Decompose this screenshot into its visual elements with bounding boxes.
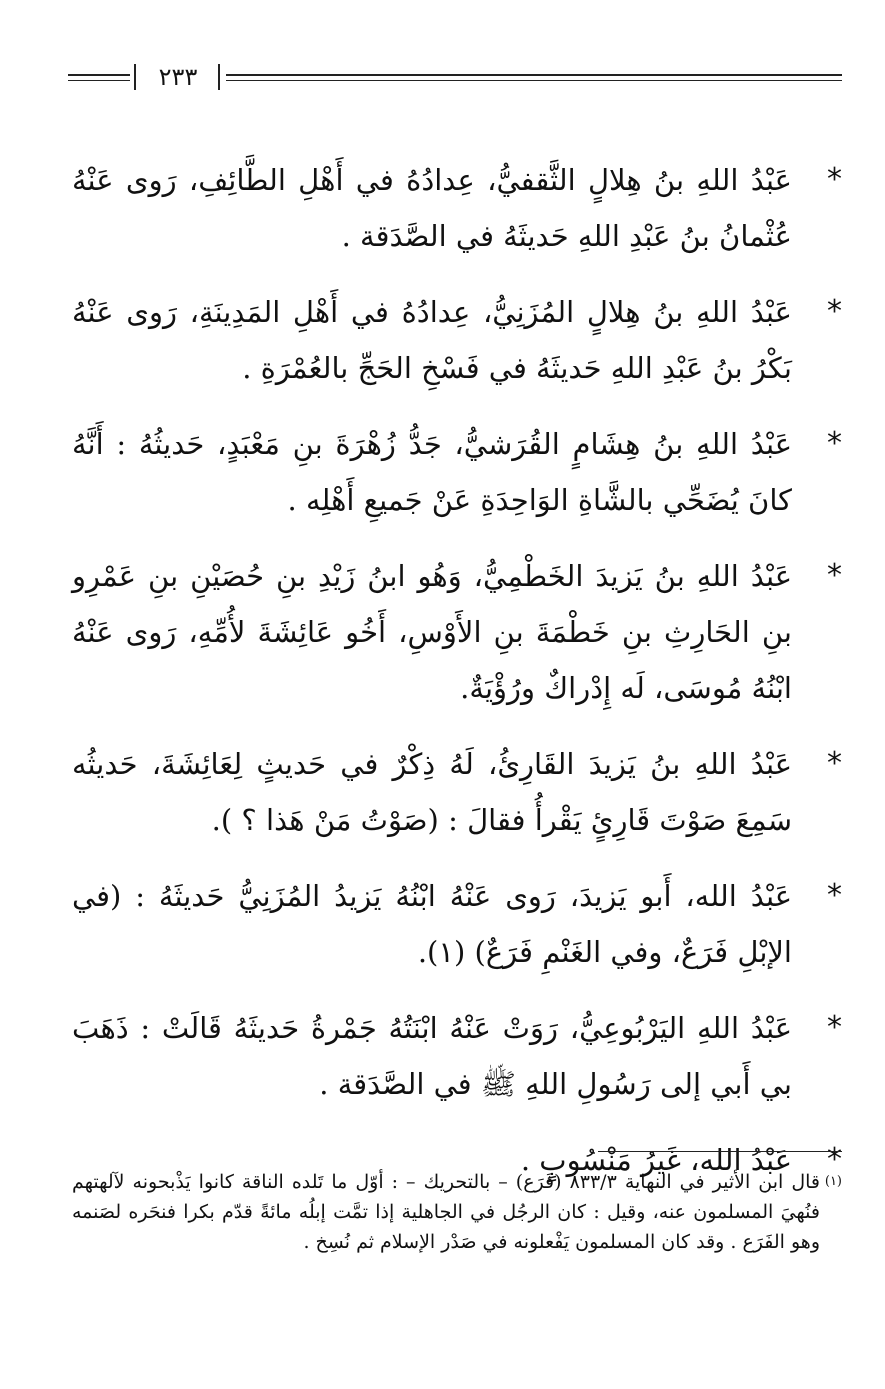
- entry-list: [72, 152, 842, 1208]
- entry: [72, 416, 842, 528]
- entry-text: عَبْدُ اللهِ بنُ يَزيدَ القَارِئُ، لَهُ ذِكْرٌ في حَديثٍ لِعَائِشَةَ، حَديثُه سَمِعَ صَوْتَ قَارِئٍ يَقْرأُ فقالَ : (صَوْتُ مَنْ هَذا ؟ ).: [72, 747, 792, 837]
- entry: [72, 548, 842, 716]
- page-number: ٢٣٣: [158, 63, 198, 91]
- header-rule-right: [226, 74, 842, 81]
- page-header: [68, 60, 842, 94]
- entry: [72, 1000, 842, 1112]
- entry-star-marker: *: [827, 294, 842, 329]
- entry-star-marker: *: [827, 878, 842, 913]
- entry-star-marker: *: [827, 558, 842, 593]
- entry-text: عَبْدُ الله، غَيرُ مَنْسُوبٍ .: [520, 1143, 792, 1177]
- footnote-separator: [598, 1151, 842, 1152]
- header-rule-separator: [218, 64, 220, 90]
- entry: [72, 152, 842, 264]
- entry-star-marker: *: [827, 1142, 842, 1177]
- entry: [72, 736, 842, 848]
- footnote-marker: (١): [824, 1174, 842, 1189]
- entry-star-marker: *: [827, 426, 842, 461]
- entry-star-marker: *: [827, 162, 842, 197]
- entry-text: عَبْدُ الله، أَبو يَزيدَ، رَوى عَنْهُ ابْنُهُ يَزيدُ المُزَنِيُّ حَديثَهُ : (في الإبْلِ فَرَعٌ، وفي الغَنْمِ فَرَعٌ) (١).: [72, 879, 792, 969]
- entry-text: عَبْدُ اللهِ بنُ هِلالٍ الثَّقفيُّ، عِدادُهُ في أَهْلِ الطَّائِفِ، رَوى عَنْهُ عُثْمانُ بنُ عَبْدِ اللهِ حَديثَهُ في الصَّدَقة .: [72, 163, 792, 253]
- entry: [72, 284, 842, 396]
- entry: [72, 868, 842, 980]
- entry-text: عَبْدُ اللهِ بنُ هِلالٍ المُزَنِيُّ، عِدادُهُ في أَهْلِ المَدِينَةِ، رَوى عَنْهُ بَكْرُ بنُ عَبْدِ اللهِ حَديثَهُ في فَسْخِ الحَجِّ بالعُمْرَةِ .: [72, 295, 792, 385]
- entry-star-marker: *: [827, 1010, 842, 1045]
- footnote-text: قال ابن الأثير في النهاية ٨٣٣/٣ (فَرَع) – بالتحريك – : أوّل ما تَلده الناقة كانوا يَذْبحونه لآلهتهم فنُهيَ المسلمون عنه، وقيل : كان الرجُل في الجاهلية إذا تمَّت إبلُه مائةً قدّم بكرا فنحَره لصَنمه وهو الفَرَع . وقد كان المسلمون يَفْعلونه في صَدْر الإسلام ثم نُسِخ .: [72, 1171, 821, 1253]
- entry-star-marker: *: [827, 746, 842, 781]
- entry-text: عَبْدُ اللهِ بنُ هِشَامٍ القُرَشيُّ، جَدُّ زُهْرَةَ بنِ مَعْبَدٍ، حَديثُهُ : أَنَّهُ كانَ يُضَحِّي بالشَّاةِ الوَاحِدَةِ عَنْ جَميعِ أَهْلِه .: [72, 427, 792, 517]
- header-rule-left: [68, 74, 130, 81]
- entry-text: عَبْدُ اللهِ بنُ يَزيدَ الخَطْمِيُّ، وَهُو ابنُ زَيْدِ بنِ حُصَيْنِ بنِ عَمْرِو بنِ الحَارِثِ بنِ خَطْمَةَ بنِ الأَوْسِ، أَخُو عَائِشَةَ لأُمِّهِ، رَوى عَنْهُ ابْنُهُ مُوسَى، لَه إِدْراكٌ ورُؤْيَةٌ.: [72, 559, 792, 705]
- entry-text: عَبْدُ اللهِ اليَرْبُوعِيُّ، رَوَتْ عَنْهُ ابْنَتُهُ جَمْرةُ حَديثَهُ قَالَتْ : ذَهَبَ بي أَبي إلى رَسُولِ اللهِ ﷺ في الصَّدَقة .: [72, 1011, 792, 1101]
- footnote: [72, 1167, 842, 1257]
- header-rule-separator: [134, 64, 136, 90]
